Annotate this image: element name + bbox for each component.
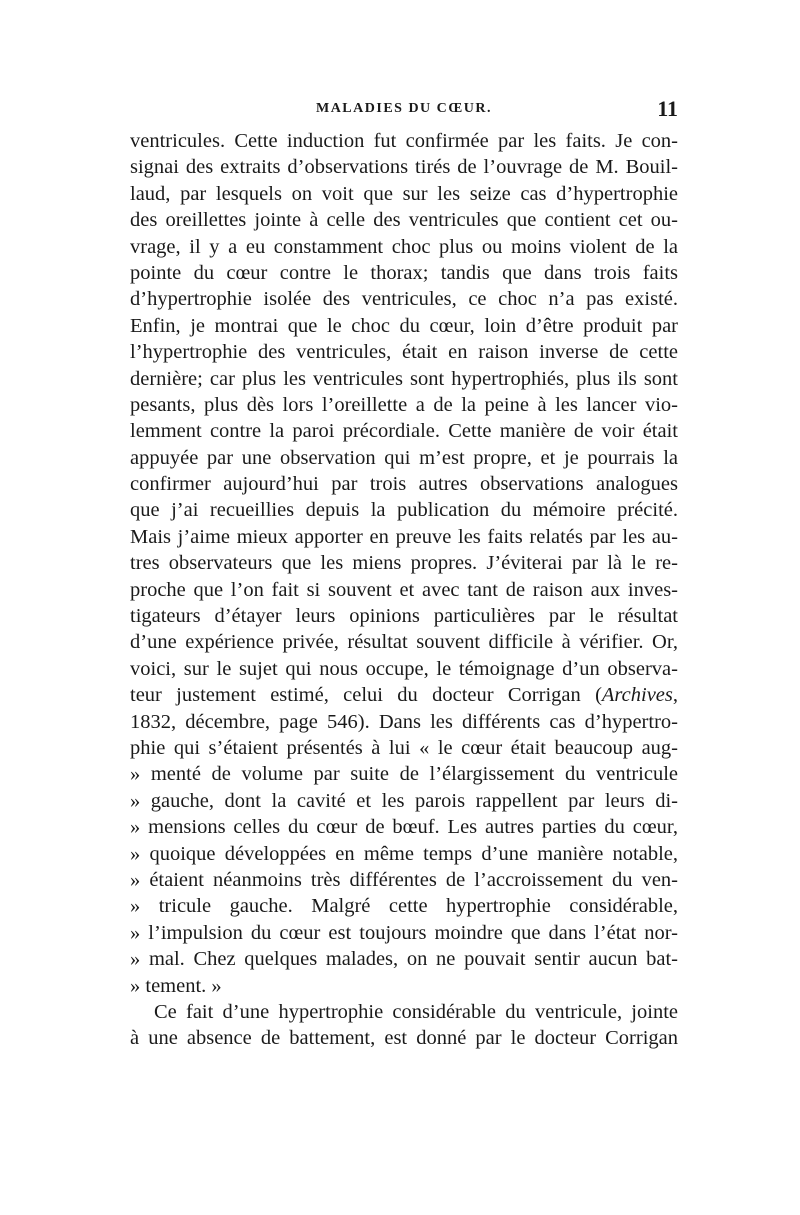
text-line: l’hypertrophie des ventricules, était en raison inverse de cette: [130, 341, 678, 364]
text-line: dernière; car plus les ventricules sont hypertrophiés, plus ils sont: [130, 367, 678, 390]
quote-line: » étaient néanmoins très différentes de l’accroissement du ven-: [130, 868, 678, 891]
running-title: MALADIES DU CŒUR.: [315, 101, 492, 116]
text-line: à une absence de battement, est donné par le docteur Corrigan: [130, 1027, 678, 1050]
quote-line: » mal. Chez quelques malades, on ne pouvait sentir aucun bat-: [130, 948, 678, 971]
quote-line: » tement. »: [130, 974, 222, 997]
text-line: Mais j’aime mieux apporter en preuve les faits relatés par les au-: [130, 525, 678, 548]
body-text: [130, 128, 678, 1052]
page-header: [130, 98, 678, 124]
text-line: Enfin, je montrai que le choc du cœur, loin d’être produit par: [130, 314, 678, 337]
text-line: 1832, décembre, page 546). Dans les différents cas d’hypertro-: [130, 710, 678, 733]
text-line: ventricules. Cette induction fut confirmée par les faits. Je con-: [130, 130, 678, 152]
text-line: tigateurs d’étayer leurs opinions particulières par le résultat: [130, 605, 678, 628]
text-line: teur justement estimé, celui du docteur Corrigan (Archives,: [130, 684, 678, 707]
quote-line: » mensions celles du cœur de bœuf. Les autres parties du cœur,: [130, 816, 678, 839]
quote-line: » menté de volume par suite de l’élargissement du ventricule: [130, 763, 678, 786]
text-line: appuyée par une observation qui m’est propre, et je pourrais la: [130, 446, 678, 469]
quote-line: » l’impulsion du cœur est toujours moindre que dans l’état nor-: [130, 921, 678, 944]
journal-title: Archives: [601, 684, 673, 707]
text-line: proche que l’on fait si souvent et avec tant de raison aux inves-: [130, 578, 678, 601]
quote-line: » gauche, dont la cavité et les parois rappellent par leurs di-: [130, 789, 678, 812]
page-number: 11: [657, 96, 678, 121]
text-line: lemment contre la paroi précordiale. Cette manière de voir était: [130, 420, 678, 443]
text-line: confirmer aujourd’hui par trois autres observations analogues: [130, 473, 678, 496]
text-line: tres observateurs que les miens propres. J’éviterai par là le re-: [130, 552, 678, 575]
text-line: d’une expérience privée, résultat souvent difficile à vérifier. Or,: [130, 631, 678, 654]
text-line: d’hypertrophie isolée des ventricules, ce choc n’a pas existé.: [130, 288, 678, 311]
text-line: que j’ai recueillies depuis la publication du mémoire précité.: [130, 499, 678, 522]
text-line: signai des extraits d’observations tirés de l’ouvrage de M. Bouil-: [130, 156, 678, 179]
text-line: pointe du cœur contre le thorax; tandis que dans trois faits: [130, 261, 678, 284]
quote-line: » quoique développées en même temps d’une manière notable,: [130, 842, 678, 865]
paragraph-line: Ce fait d’une hypertrophie considérable du ventricule, jointe: [154, 1000, 678, 1023]
text-line: pesants, plus dès lors l’oreillette a de la peine à les lancer vio-: [130, 393, 678, 416]
text-line: vrage, il y a eu constamment choc plus ou moins violent de la: [130, 235, 678, 258]
text-line: laud, par lesquels on voit que sur les seize cas d’hypertrophie: [130, 182, 678, 205]
text-line: phie qui s’étaient présentés à lui « le cœur était beaucoup aug-: [130, 736, 678, 759]
text-line: des oreillettes jointe à celle des ventricules que contient cet ou-: [130, 209, 678, 232]
text-line: voici, sur le sujet qui nous occupe, le témoignage d’un observa-: [130, 657, 678, 680]
quote-line: » tricule gauche. Malgré cette hypertrophie considérable,: [130, 895, 678, 918]
